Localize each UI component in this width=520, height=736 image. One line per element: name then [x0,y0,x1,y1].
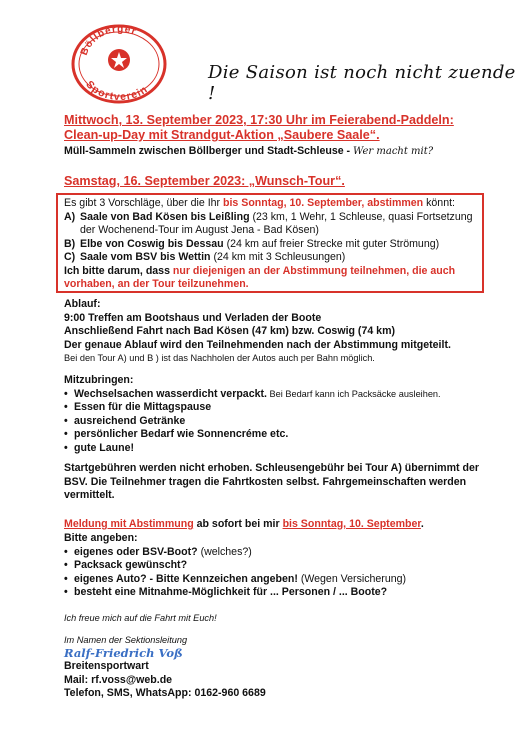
registration-line: Meldung mit Abstimmung ab sofort bei mir bis Sonntag, 10. September. [64,518,424,530]
event-2-heading: Samstag, 16. September 2023: „Wunsch-Tour“. [64,174,345,188]
closing-text: Ich freue mich auf die Fahrt mit Euch! [64,613,217,623]
bring-item: • Essen für die Mittagspause [64,401,484,415]
event-1-date: Mittwoch, 13. September 2023, 17:30 Uhr im Feierabend-Paddeln: [64,113,454,127]
signature-name: Ralf-Friedrich Voß [64,646,183,660]
option-c: C) Saale vom BSV bis Wettin (24 km mit 3 Schleusungen) [64,251,346,263]
vote-intro: Es gibt 3 Vorschläge, über die Ihr bis Sonntag, 10. September, abstimmen könnt: [64,197,455,209]
svg-text:Sportverein: Sportverein [83,78,151,104]
signature-block [64,634,484,701]
bring-item: • gute Laune! [64,442,484,456]
info-item: • eigenes oder BSV-Boot? (welches?) [64,546,484,560]
schedule-title: Ablauf: [64,298,101,310]
schedule-line-2: Anschließend Fahrt nach Bad Kösen (47 km) bzw. Coswig (74 km) [64,325,396,337]
vote-request: Ich bitte darum, dass nur diejenigen an der Abstimmung teilnehmen, die auch vorhaben, an der Tour teilzunehmen. [64,264,456,290]
option-b: B) Elbe von Coswig bis Dessau (24 km auf freier Strecke mit guter Strömung) [64,237,440,250]
info-list [64,532,484,600]
svg-text:Böllberger: Böllberger [78,23,139,58]
event-1 [64,113,484,159]
on-behalf: Im Namen der Sektionsleitung [64,635,188,645]
info-item: • Packsack gewünscht? [64,559,484,573]
slogan: Die Saison ist noch nicht zuende ! [208,62,516,104]
info-title: Bitte angeben: [64,532,138,544]
info-item: • besteht eine Mitnahme-Möglichkeit für ... Personen / ... Boote? [64,586,484,600]
event-1-desc: Müll-Sammeln zwischen Böllberger und Stadt-Schleuse - Wer macht mit? [64,145,434,157]
info-item: • eigenes Auto? - Bitte Kennzeichen angeben! (Wegen Versicherung) [64,573,484,587]
signature-phone: Telefon, SMS, WhatsApp: 0162-960 6689 [64,687,266,699]
schedule-line-3: Der genaue Ablauf wird den Teilnehmenden nach der Abstimmung mitgeteilt. [64,338,451,351]
bring-title: Mitzubringen: [64,374,134,386]
vote-content [64,197,480,292]
bring-item: • persönlicher Bedarf wie Sonnencréme etc. [64,428,484,442]
bring-item: • ausreichend Getränke [64,415,484,429]
bring-list [64,374,484,455]
schedule [64,298,484,364]
signature-mail[interactable]: Mail: rf.voss@web.de [64,673,173,686]
fees-text: Startgebühren werden nicht erhoben. Schleusengebühr bei Tour A) übernimmt der BSV. Die Teilnehmer tragen die Fahrtkosten selbst. Fahrgemeinschaften werden vermittelt. [64,462,479,501]
event-1-title: Clean-up-Day mit Strandgut-Aktion „Saubere Saale“. [64,128,380,142]
schedule-note: Bei den Tour A) und B ) ist das Nachholen der Autos auch per Bahn möglich. [64,353,375,363]
schedule-line-1: 9:00 Treffen am Bootshaus und Verladen der Boote [64,311,322,324]
bring-item: • Wechselsachen wasserdicht verpackt. Bei Bedarf kann ich Packsäcke ausleihen. [64,388,484,402]
club-logo [66,20,172,106]
option-a: A) Saale von Bad Kösen bis Leißling (23 km, 1 Wehr, 1 Schleuse, quasi Fortsetzung der Wochenend-Tour im August Jena - Bad Kösen) [64,210,473,236]
event-1-question: Wer macht mit? [353,146,434,157]
signature-role: Breitensportwart [64,660,149,672]
